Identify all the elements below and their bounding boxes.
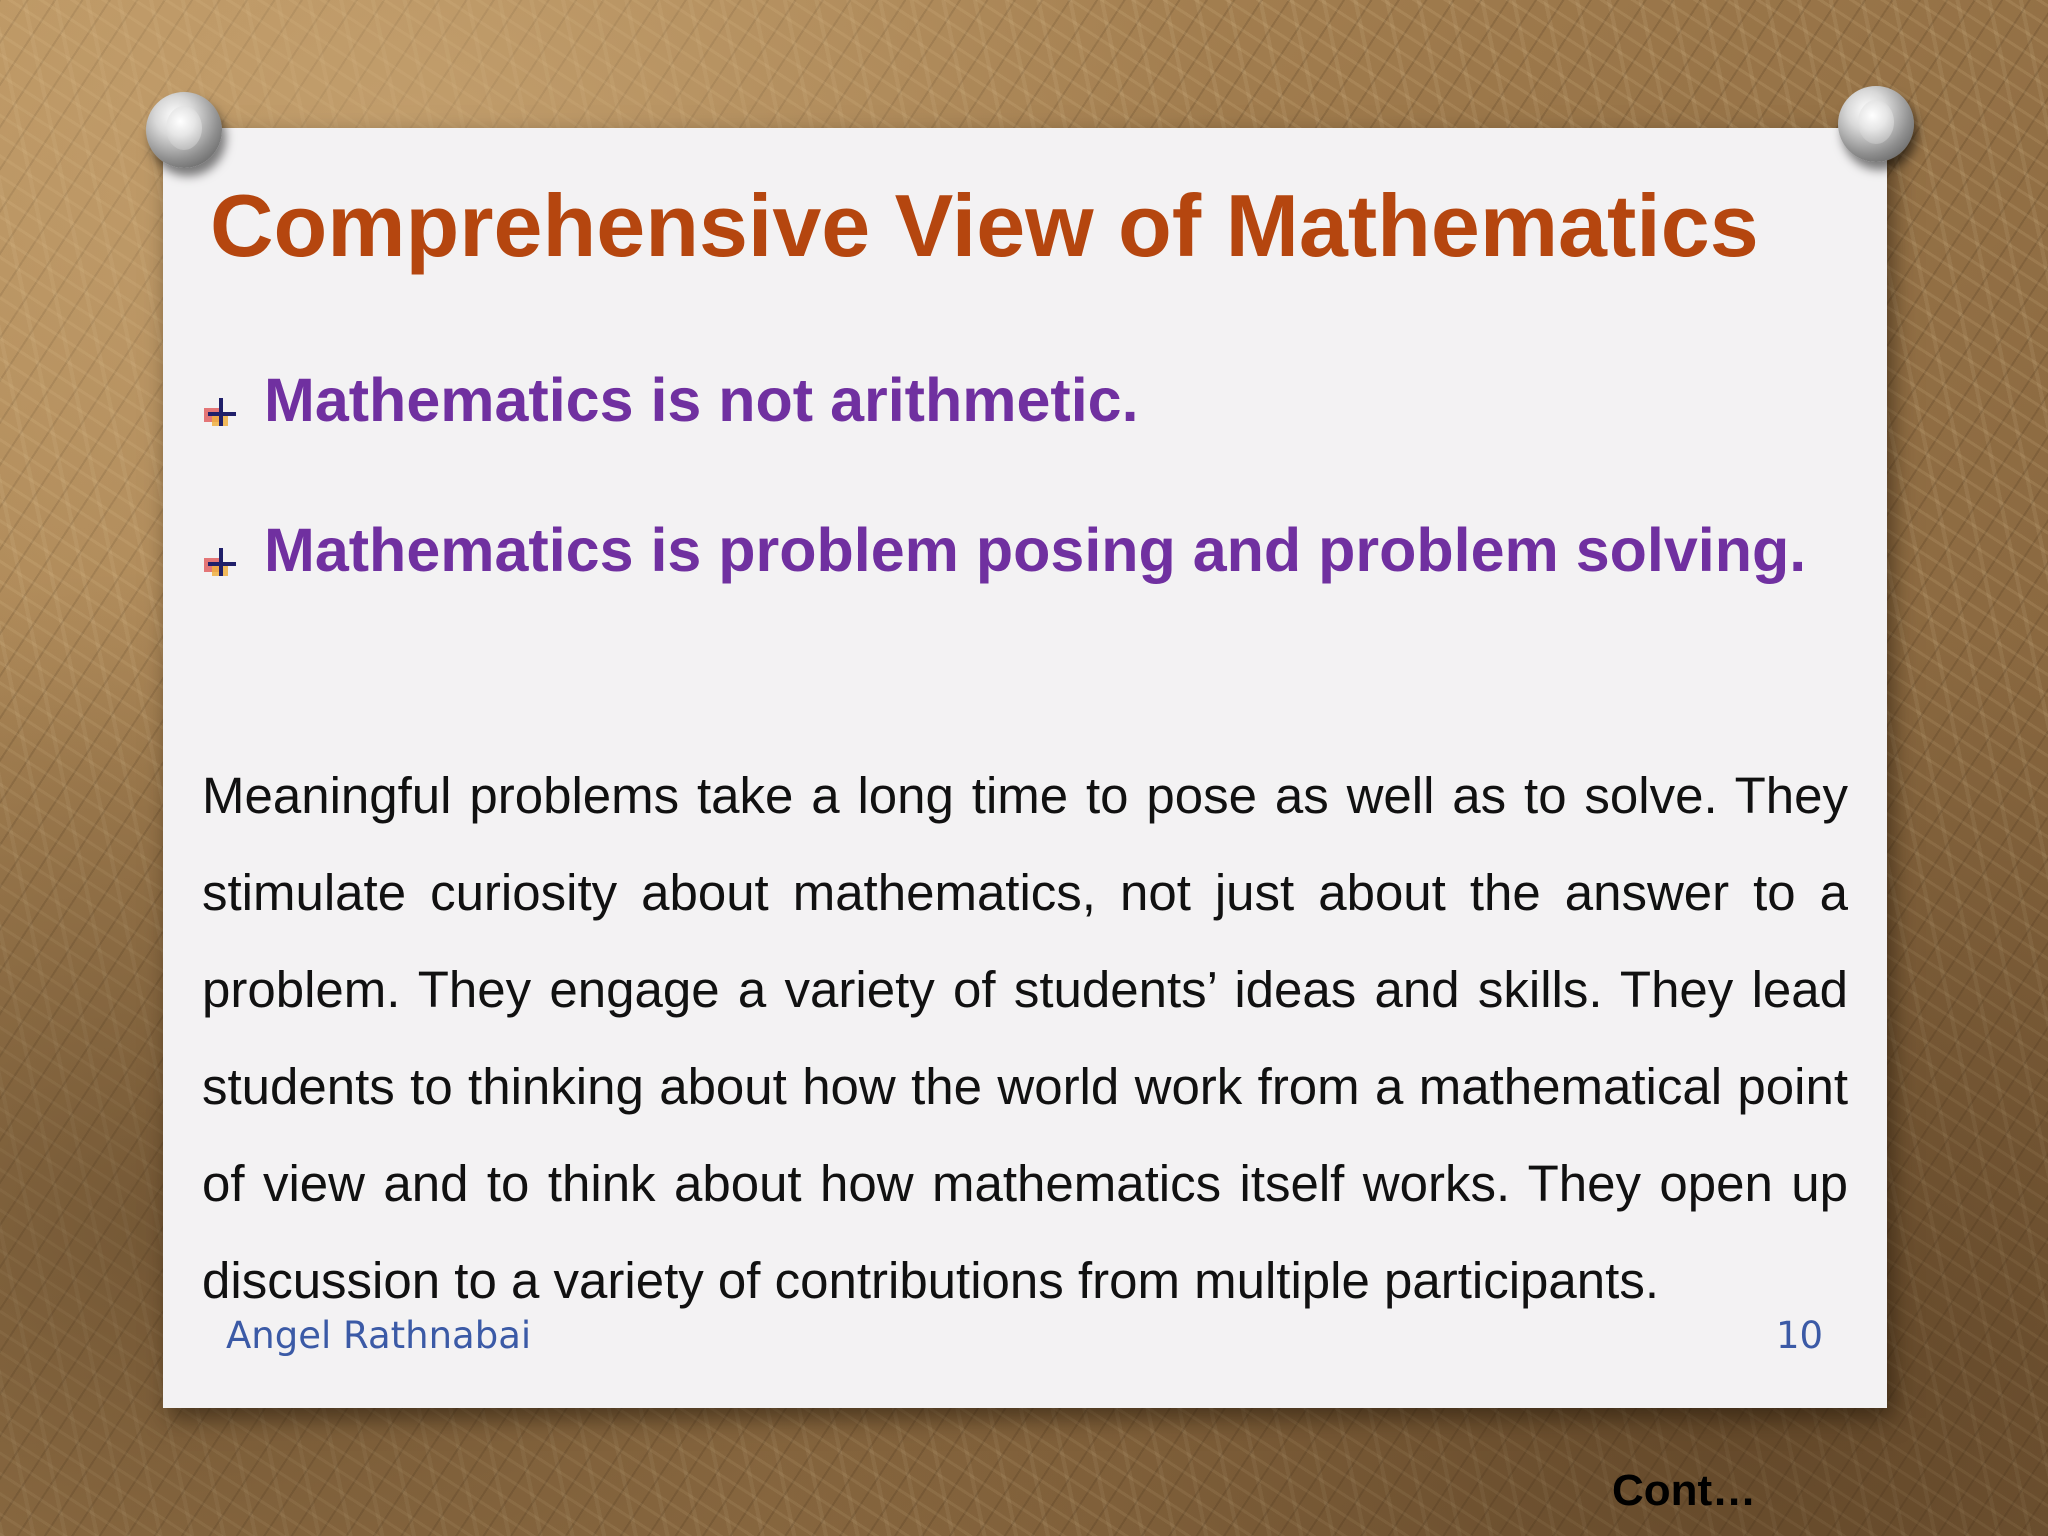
push-pin-icon — [146, 92, 222, 168]
bullet-item — [200, 516, 1850, 584]
slide-title: Comprehensive View of Mathematics — [210, 176, 1759, 275]
footer-author: Angel Rathnabai — [226, 1314, 532, 1357]
bullet-list — [200, 366, 1850, 584]
body-paragraph: Meaningful problems take a long time to pose as well as to solve. They stimulate curiosity about mathematics, not just about the answer to a problem. They engage a variety of students’ ideas and skills. They lead students to thinking about how the world work from a mathematical point of view and to think about how mathematics itself works. They open up discussion to a variety of contributions from multiple participants. — [202, 767, 1848, 1309]
bullet-cross-icon — [202, 544, 238, 580]
bullet-cross-icon — [202, 394, 238, 430]
continued-label: Cont… — [1612, 1466, 1757, 1515]
bullet-text: Mathematics is not arithmetic. — [264, 366, 1139, 434]
bullet-item — [200, 366, 1850, 434]
page-number: 10 — [1776, 1314, 1824, 1357]
bullet-text: Mathematics is problem posing and problem solving. — [264, 516, 1807, 584]
push-pin-icon — [1838, 86, 1914, 162]
